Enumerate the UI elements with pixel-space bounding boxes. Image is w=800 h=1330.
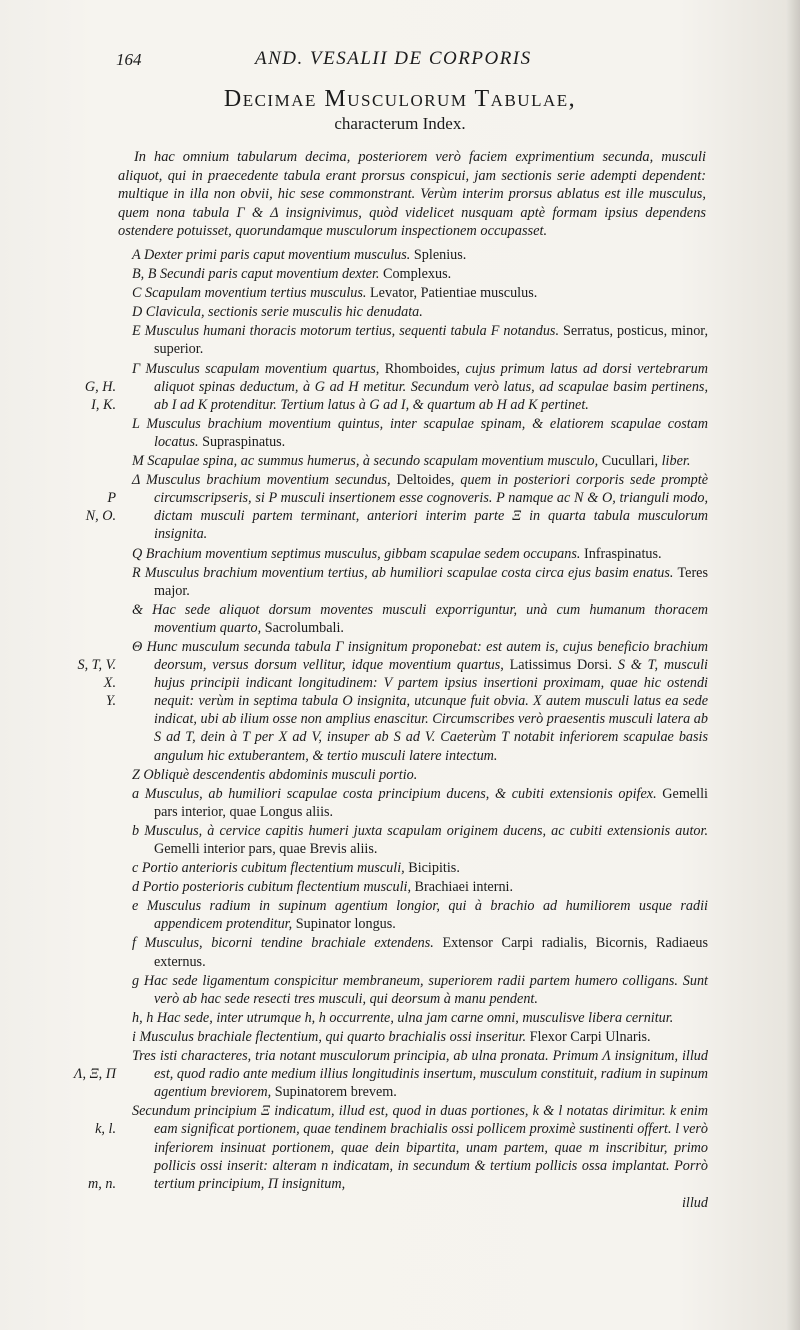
index-entry — [0, 859, 800, 877]
page-subtitle: characterum Index. — [334, 114, 466, 133]
intro-paragraph: In hac omnium tabularum decima, posteriorem verò faciem exprimentium secunda, musculi aliquot, qui in praecedente tabula erant prorsus conspicui, jam sectionis serie adempti dependent: multique in illa non obvii, hic sese commonstrant. Verùm interim prorsus ablatus est ille musculus, quem nona tabula Γ & Δ insignivimus, quòd videlicet nusquam aptè formam ipsius dependens ostendere potuisset, quorundamque musculorum inspectionem occupasset. — [118, 149, 706, 240]
index-entry — [0, 878, 800, 896]
roman-segment: Supraspinatus. — [202, 433, 286, 450]
entry-text — [132, 1028, 708, 1046]
italic-segment: cujus primum latus ad dorsi vertebrarum aliquot spinas deductum, à G ad H metitur. Secundum verò latus, ad scapulae basim pertinens, ab I ad K protenditur. Tertium latus à G ad I, & quartum ab H ad K pertinet. — [154, 360, 708, 413]
entry-text — [132, 766, 708, 784]
entry-text — [132, 360, 708, 414]
index-entry — [0, 785, 800, 821]
entry-text — [132, 452, 708, 470]
roman-segment: Cucullari, — [601, 453, 662, 470]
roman-segment: Latissimus Dorsi. — [509, 657, 618, 674]
index-entry — [0, 265, 800, 283]
roman-segment: Supinatorem brevem. — [274, 1084, 397, 1101]
roman-segment: Bicipitis. — [408, 860, 460, 877]
entry-text — [132, 415, 708, 451]
index-entry — [0, 246, 800, 264]
entry-text — [132, 1102, 708, 1192]
italic-segment: h, h Hac sede, inter utrumque h, h occurrente, ulna jam carne omni, musculisve libera cernitur. — [132, 1009, 674, 1026]
index-entry — [0, 360, 800, 414]
italic-segment: Γ Musculus scapulam moventium quartus, — [132, 360, 385, 377]
entry-text — [132, 564, 708, 600]
roman-segment: Brachiaei interni. — [414, 879, 514, 896]
italic-segment: f Musculus, bicorni tendine brachiale extendens. — [132, 935, 443, 952]
italic-segment: Secundum principium Ξ indicatum, illud est, quod in duas portiones, k & l notatas dirimitur. k enim eam significat portionem, quae tendinem brachialis ossi pollicem proximè sustinenti offert. l verò inferiorem insinuat portionem, quae dein bipartita, unam partem, quae m inscribitur, primo pollicis ossi inserit: alteram n indicatam, in secundum & tertium pollicis ossa implantat. Porrò tertium principium, Π insignitum, — [132, 1103, 708, 1192]
index-entry — [0, 1028, 800, 1046]
running-head: AND. VESALII DE CORPORIS — [255, 48, 532, 69]
italic-segment: M Scapulae spina, ac summus humerus, à secundo scapulam moventium musculo, — [132, 453, 602, 470]
roman-segment: Levator, Patientiae musculus. — [370, 285, 538, 302]
index-entry — [0, 1102, 800, 1192]
entry-text — [132, 972, 708, 1008]
index-entry — [0, 972, 800, 1008]
italic-segment: E Musculus humani thoracis motorum tertius, sequenti tabula F notandus. — [132, 323, 564, 340]
italic-segment: g Hac sede ligamentum conspicitur membraneum, superiorem radii partem humero colligans. Sunt verò ab hac sede resecti tres musculi, qui deorsum à manu pendent. — [132, 972, 708, 1007]
italic-segment: C Scapulam moventium tertius musculus. — [132, 285, 371, 302]
index-entry — [0, 934, 800, 970]
entry-text — [132, 471, 708, 543]
entry-text — [132, 322, 708, 358]
roman-segment: Rhomboides, — [384, 360, 466, 377]
index-entry — [0, 564, 800, 600]
italic-segment: i Musculus brachiale flectentium, qui quarto brachialis ossi inseritur. — [132, 1028, 530, 1045]
italic-segment: b Musculus, à cervice capitis humeri juxta scapulam originem ducens, ac cubiti extensionis autor. — [132, 822, 708, 839]
entry-text — [132, 638, 708, 765]
italic-segment: e Musculus radium in supinum agentium longior, qui à brachio ad humiliorem usque radii appendicem protenditur, — [132, 898, 708, 933]
margin-label: k, l. m, n. — [88, 1121, 116, 1192]
roman-segment: Teres major. — [154, 564, 708, 599]
italic-segment: a Musculus, ab humiliori scapulae costa principium ducens, & cubiti extensionis opifex. — [132, 785, 663, 802]
roman-segment: Extensor Carpi radialis, Bicornis, Radiaeus externus. — [154, 935, 708, 970]
italic-segment: Tres isti characteres, tria notant musculorum principia, ab ulna pronata. Primum Λ insignitum, illud est, quod radio ante medium illius longitudinis insertum, musculum constituit, radium in supinum agentium breviorem, — [132, 1048, 708, 1101]
index-entry — [0, 1047, 800, 1101]
index-entry — [0, 471, 800, 543]
italic-segment: d Portio posterioris cubitum flectentium musculi, — [132, 879, 415, 896]
italic-segment: B, B Secundi paris caput moventium dexter. — [132, 266, 383, 283]
margin-label: Λ, Ξ, Π — [73, 1066, 116, 1083]
italic-segment: S & T, musculi hujus principii indicant longitudinem: V partem ipsius insertioni proximam, quae hic ostendi nequit: verùm in septima tabula O insignita, utcunque fuit obvia. X autem musculi latus ea sede indicat, ubi ab ilium osse non amplius enascitur. Circumscribes verò praesentis musculi latera ab S ad T, dein à T per X ad V, insuper ab S ad V. Caeterùm T notabit inferiorem scapulae basis angulum hic extuberantem, & tertio musculi latere intectum. — [154, 657, 708, 764]
margin-label: P N, O. — [85, 490, 116, 525]
index-entry — [0, 545, 800, 563]
catchword-row — [0, 1194, 800, 1212]
roman-segment: Serratus, posticus, minor, superior. — [154, 323, 708, 358]
italic-segment: Δ Musculus brachium moventium secundus, — [132, 472, 397, 489]
margin-label: G, H. I, K. — [84, 378, 116, 413]
roman-segment: Gemelli interior pars, quae Brevis aliis. — [154, 841, 378, 857]
entry-text — [132, 1009, 708, 1027]
character-index-list — [0, 246, 800, 1212]
entry-text — [132, 545, 708, 563]
entry-text — [132, 859, 708, 877]
entry-text — [132, 1047, 708, 1101]
italic-segment: L Musculus brachium moventium quintus, inter scapulae spinam, & elatiorem scapulae costam locatus. — [132, 415, 708, 450]
roman-segment: Supinator longus. — [295, 916, 396, 933]
italic-segment: D Clavicula, sectionis serie musculis hic denudata. — [132, 304, 423, 321]
italic-segment: & Hac sede aliquot dorsum moventes musculi exporriguntur, unà cum humanum thoracem moventium quarto, — [132, 601, 708, 636]
page-number: 164 — [116, 50, 142, 69]
roman-segment: Sacrolumbali. — [264, 619, 344, 636]
roman-segment: Infraspinatus. — [583, 545, 662, 562]
index-entry — [0, 452, 800, 470]
italic-segment: c Portio anterioris cubitum flectentium musculi, — [132, 860, 409, 877]
entry-text — [132, 822, 708, 858]
entry-text — [132, 934, 708, 970]
roman-segment: Flexor Carpi Ulnaris. — [529, 1028, 651, 1045]
index-entry — [0, 601, 800, 637]
italic-segment: quem in posteriori corporis sede promptè circumscripseris, si P musculi insertionem esse cognoveris. P namque ac N & O, trianguli modo, dictam musculi partem terminant, anteriori interim parte Ξ in quarta tabula musculorum insignita. — [154, 472, 708, 543]
index-entry — [0, 897, 800, 933]
entry-text — [132, 284, 708, 302]
roman-segment: Deltoides, — [396, 472, 461, 489]
entry-text — [132, 246, 708, 264]
index-entry — [0, 322, 800, 358]
italic-segment: R Musculus brachium moventium tertius, ab humiliori scapulae costa circa ejus basim enatus. — [132, 564, 678, 581]
entry-text — [132, 897, 708, 933]
roman-segment: Gemelli pars interior, quae Longus aliis. — [154, 785, 708, 820]
entry-text — [132, 303, 708, 321]
roman-segment: Complexus. — [382, 266, 452, 283]
index-entry — [0, 766, 800, 784]
italic-segment: liber. — [661, 453, 691, 470]
index-entry — [0, 1009, 800, 1027]
index-entry — [0, 284, 800, 302]
italic-segment: Z Obliquè descendentis abdominis musculi portio. — [132, 766, 418, 783]
entry-text — [132, 878, 708, 896]
margin-label: S, T, V. X. Y. — [77, 656, 116, 710]
italic-segment: Θ Hunc musculum secunda tabula Γ insignitum proponebat: est autem is, cujus beneficio brachium deorsum, versus dorsum vellitur, idque moventium quartus, — [132, 638, 708, 674]
index-entry — [0, 638, 800, 765]
catchword: illud — [681, 1194, 708, 1211]
italic-segment: A Dexter primi paris caput moventium musculus. — [132, 247, 414, 263]
page-title: Decimae Musculorum Tabulae, — [223, 86, 577, 112]
italic-segment: Q Brachium moventium septimus musculus, gibbam scapulae sedem occupans. — [132, 545, 584, 562]
roman-segment: Splenius. — [413, 247, 467, 263]
index-entry — [0, 303, 800, 321]
index-entry — [0, 822, 800, 858]
entry-text — [132, 265, 708, 283]
entry-text — [132, 785, 708, 821]
index-entry — [0, 415, 800, 451]
entry-text — [132, 601, 708, 637]
